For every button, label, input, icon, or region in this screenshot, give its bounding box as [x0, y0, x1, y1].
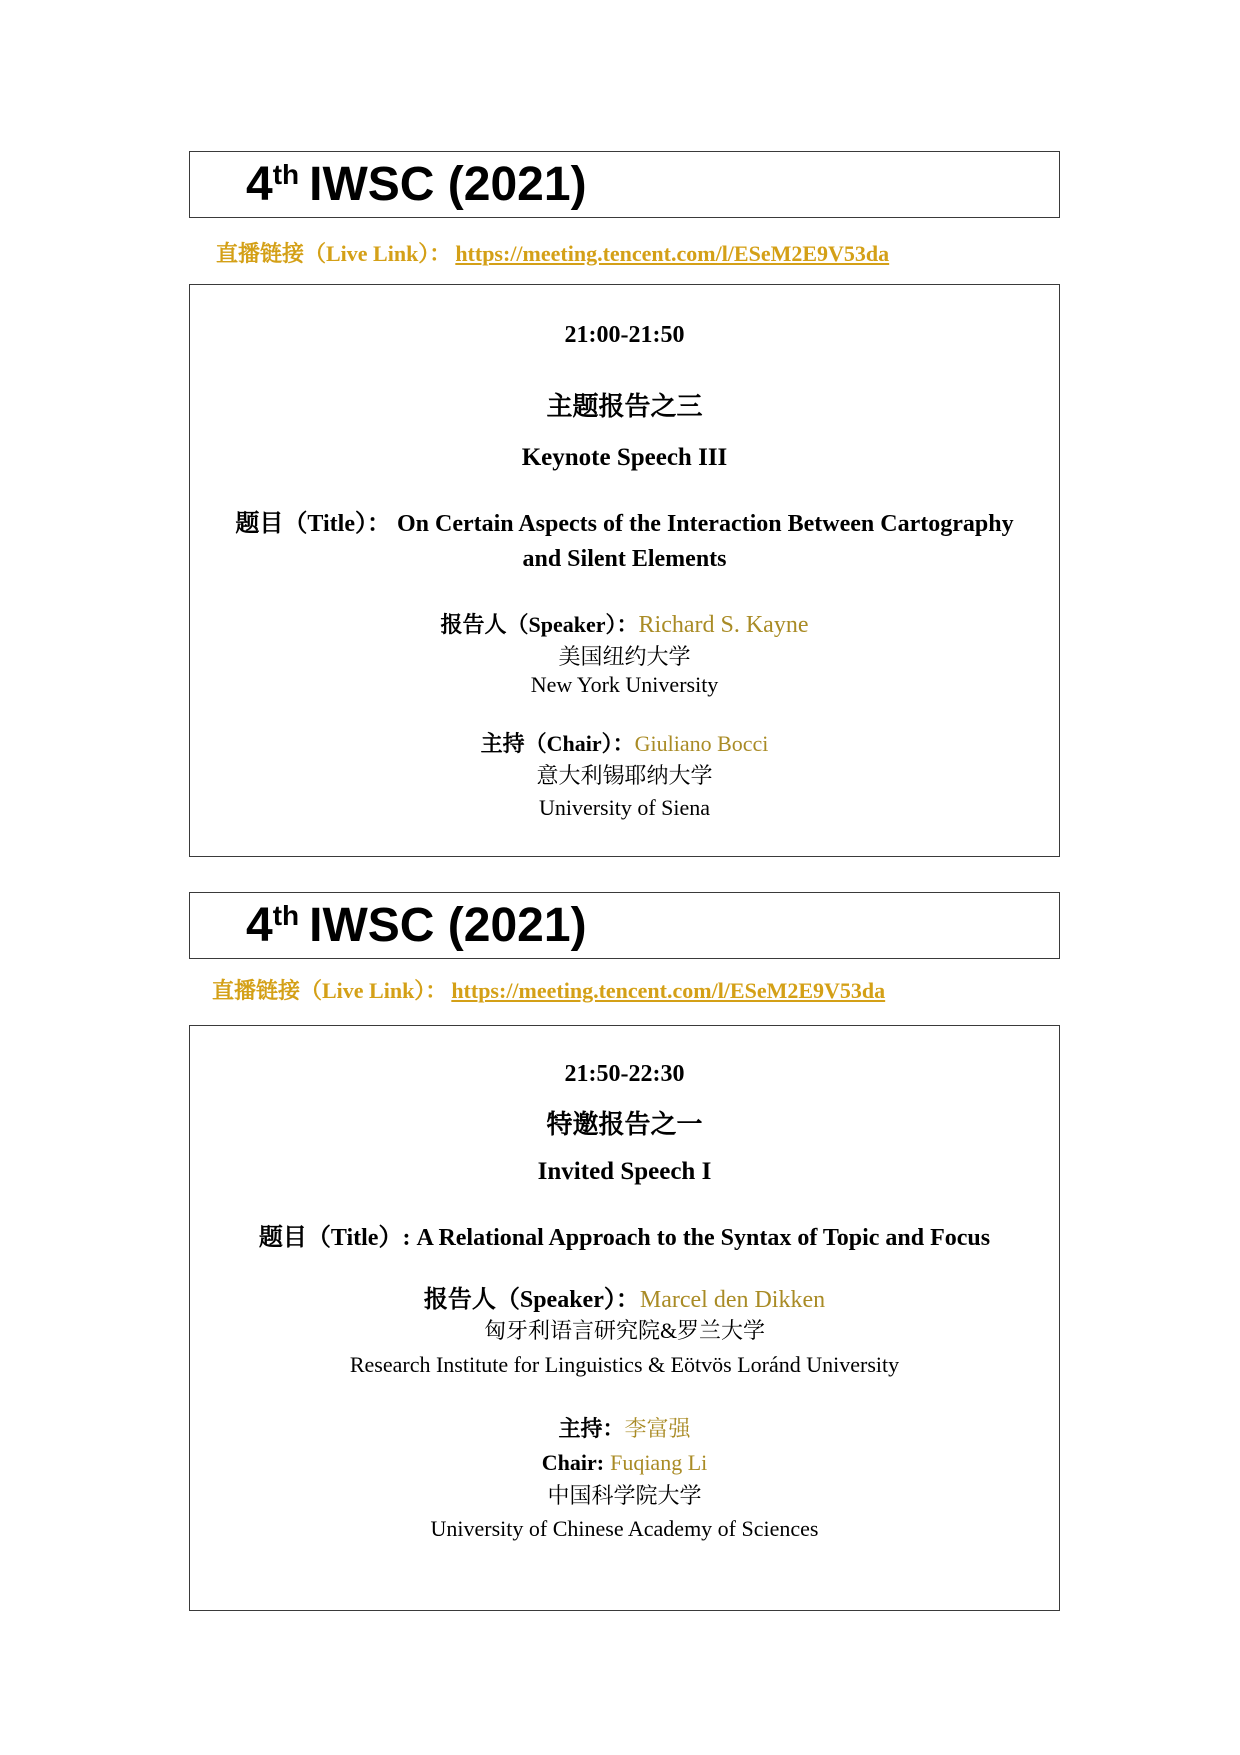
speaker-name: Marcel den Dikken: [639, 1287, 826, 1313]
event-header-title: [246, 893, 587, 958]
event-header-box: [189, 892, 1060, 959]
speaker-label: 报告人（Speaker）：: [423, 1287, 640, 1313]
chair-line-zh: [189, 1413, 1060, 1445]
talk-title: On Certain Aspects of the Interaction Between Cartography: [396, 511, 1014, 537]
header-edition-number: 4: [246, 899, 273, 952]
chair-name: Giuliano Bocci: [634, 731, 769, 756]
talk-title: A Relational Approach to the Syntax of Topic and Focus: [416, 1225, 991, 1251]
chair-label-zh: 主持：: [558, 1416, 625, 1441]
speaker-line: [189, 1284, 1060, 1316]
speaker-affiliation-en: New York University: [530, 672, 719, 697]
chair-name-en: Fuqiang Li: [610, 1450, 708, 1475]
header-edition-suffix: th: [272, 900, 300, 931]
chair-affiliation-en: University of Siena: [538, 795, 711, 820]
live-link-label: 直播链接（Live Link）：: [216, 241, 452, 266]
session-time: 21:00-21:50: [564, 322, 685, 348]
header-edition-number: 4: [246, 158, 273, 211]
chair-line-en: [189, 1447, 1060, 1479]
session-type-zh: 主题报告之三: [546, 392, 703, 421]
header-event-name: IWSC (2021): [309, 899, 587, 952]
chair-line: [189, 728, 1060, 760]
live-link-url[interactable]: https://meeting.tencent.com/l/ESeM2E9V53da: [451, 978, 886, 1003]
chair-name-zh: 李富强: [624, 1416, 691, 1441]
chair-affiliation-zh: 中国科学院大学: [547, 1483, 702, 1508]
live-link-url[interactable]: https://meeting.tencent.com/l/ESeM2E9V53da: [455, 241, 890, 266]
session-type-en: Invited Speech I: [537, 1158, 712, 1185]
talk-title-line: [189, 508, 1060, 540]
speaker-affiliation-zh: 匈牙利语言研究院&罗兰大学: [483, 1318, 766, 1343]
header-event-name: IWSC (2021): [309, 158, 587, 211]
speaker-name: Richard S. Kayne: [638, 612, 809, 638]
live-link-row: [212, 975, 885, 1007]
chair-label-en: Chair:: [541, 1450, 605, 1475]
speaker-line: [189, 609, 1060, 641]
event-header-box: [189, 151, 1060, 218]
event-header-title: [246, 152, 587, 217]
live-link-row: [216, 238, 889, 270]
talk-title-label: 题目（Title）:: [258, 1225, 411, 1251]
chair-affiliation-en: University of Chinese Academy of Sciences: [430, 1516, 819, 1541]
session-type-zh: 特邀报告之一: [546, 1110, 703, 1139]
talk-title-line: [189, 1222, 1060, 1254]
chair-affiliation-zh: 意大利锡耶纳大学: [536, 763, 713, 788]
session-type-en: Keynote Speech III: [521, 444, 728, 471]
speaker-affiliation-zh: 美国纽约大学: [558, 644, 691, 669]
speaker-affiliation-en: Research Institute for Linguistics & Eötvös Loránd University: [349, 1352, 900, 1377]
live-link-label: 直播链接（Live Link）：: [212, 978, 448, 1003]
session-time: 21:50-22:30: [564, 1061, 685, 1087]
speaker-label: 报告人（Speaker）：: [440, 612, 639, 637]
chair-label: 主持（Chair）：: [480, 731, 635, 756]
header-edition-suffix: th: [272, 159, 300, 190]
talk-title-continuation: and Silent Elements: [522, 546, 727, 572]
talk-title-label: 题目（Title）：: [235, 511, 391, 537]
